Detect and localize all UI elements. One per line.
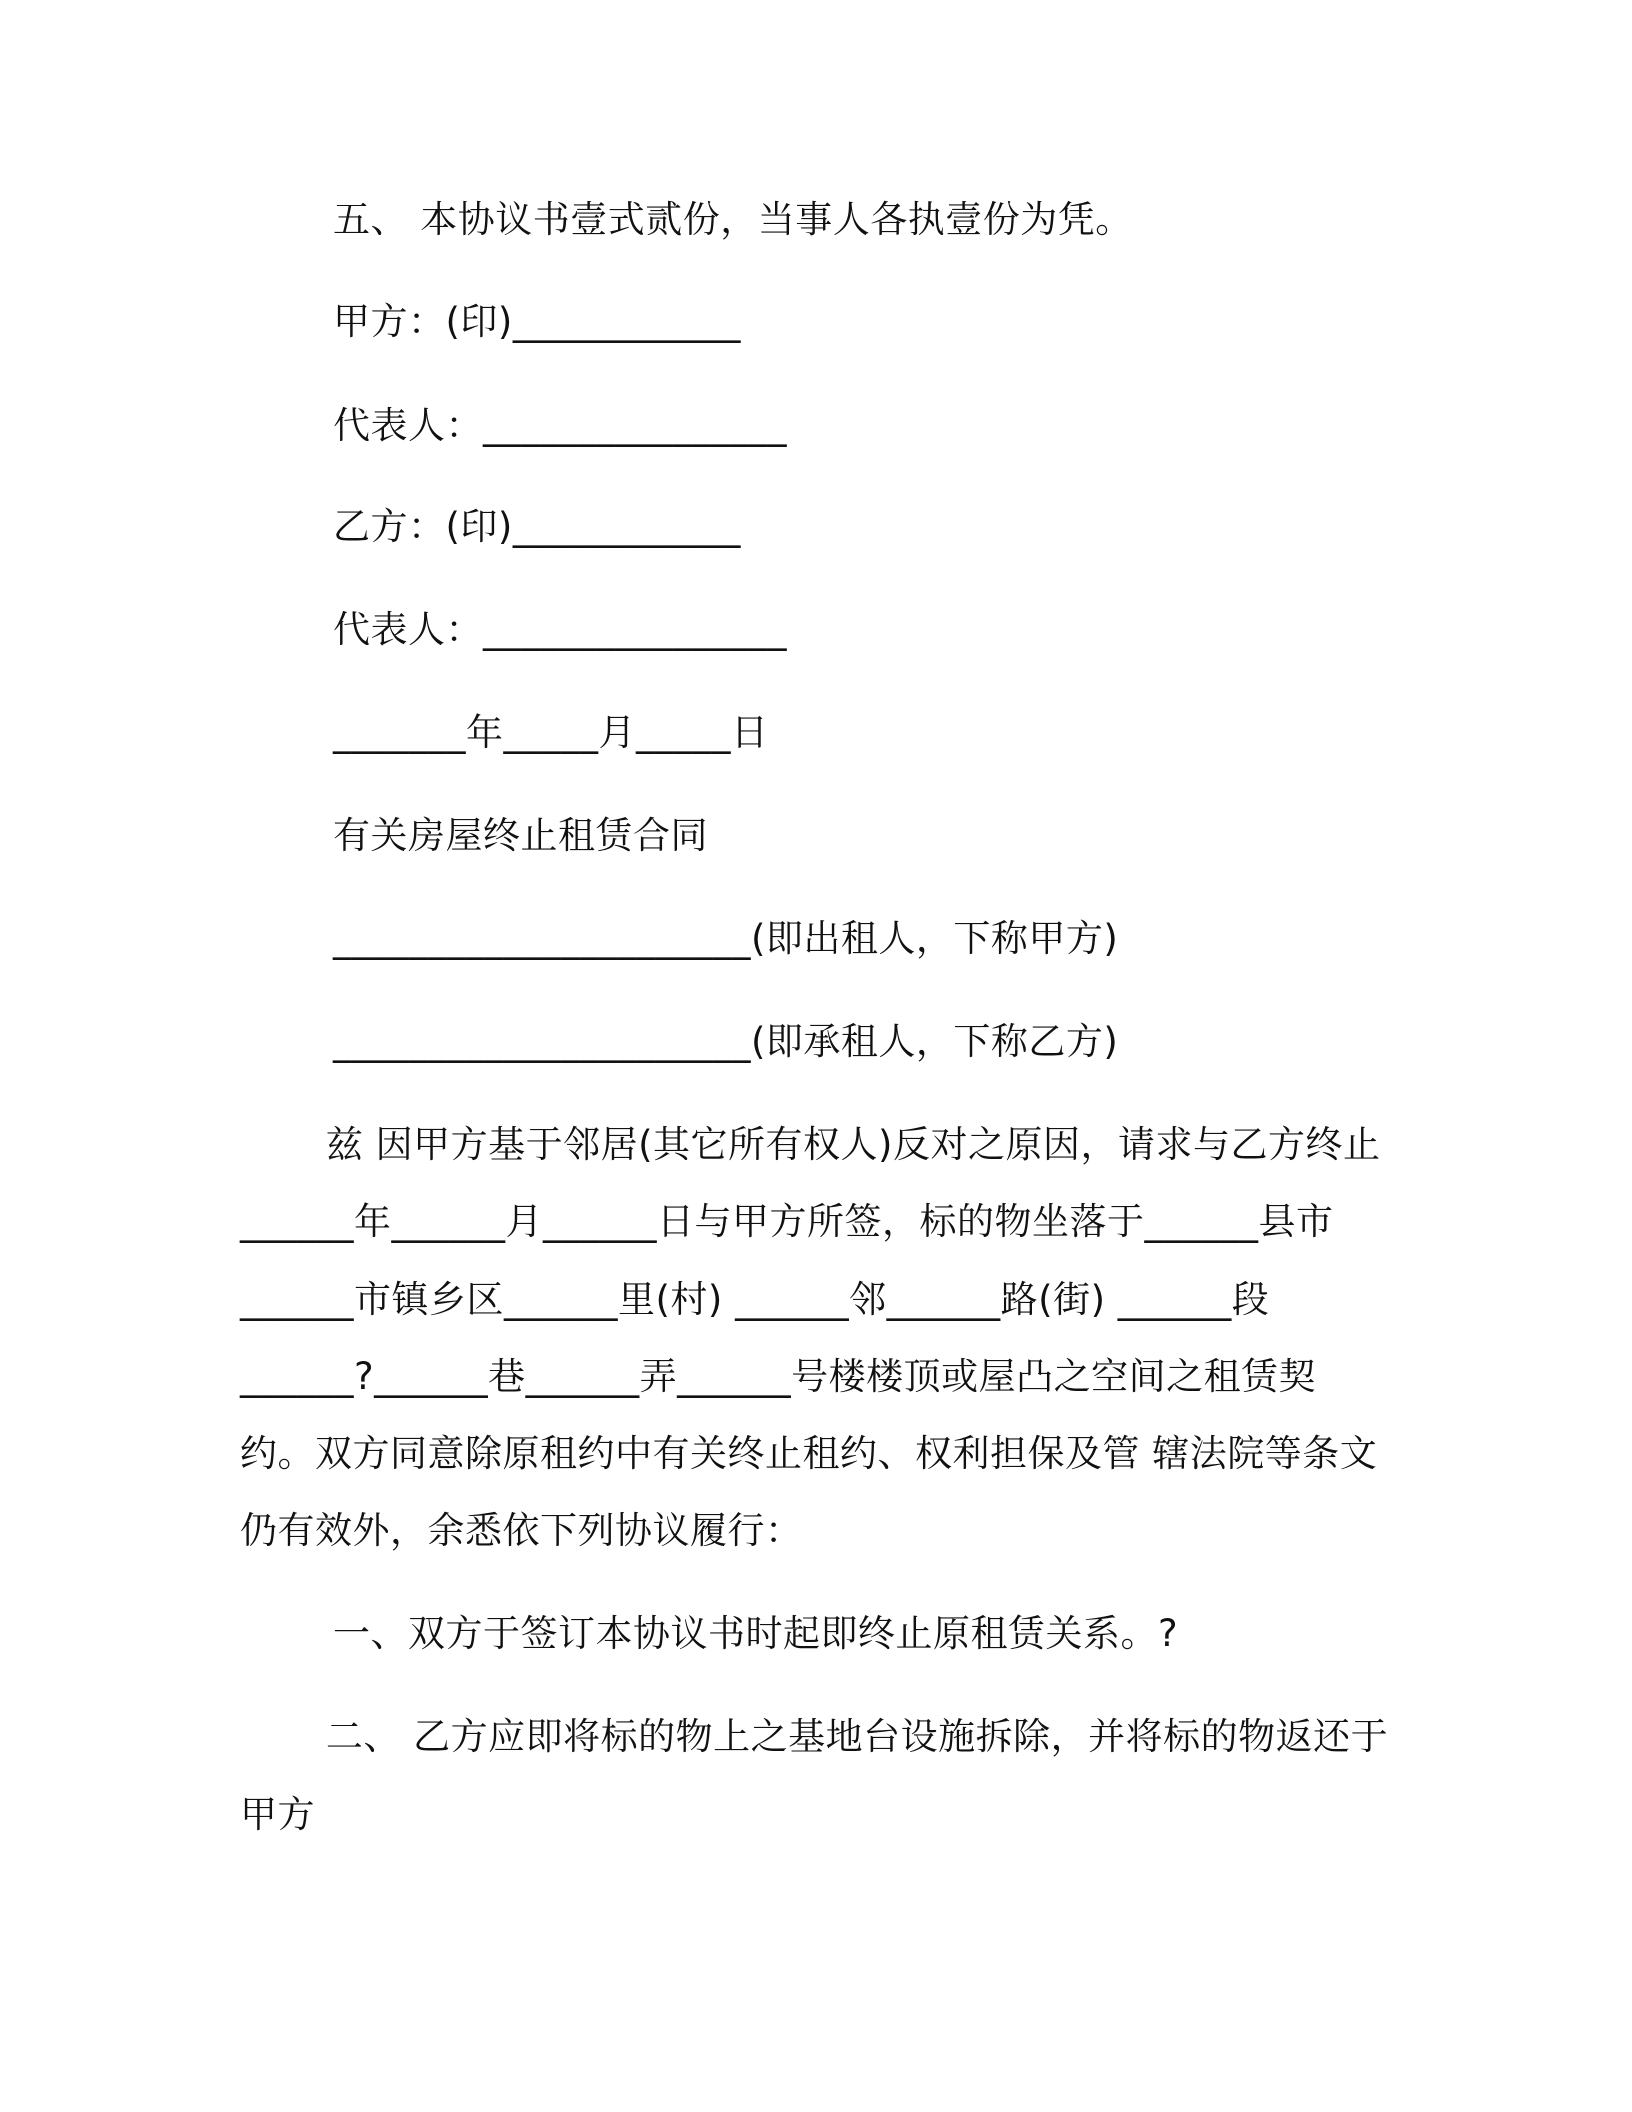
preamble-line-4: ______?______巷______弄______号楼楼顶或屋凸之空间之租赁契	[240, 1355, 1317, 1398]
party-b-representative-line: 代表人：________________	[333, 608, 787, 651]
clause-two-line-2: 甲方	[240, 1793, 315, 1836]
contract-title: 有关房屋终止租赁合同	[333, 814, 708, 857]
party-a-seal-line: 甲方：(印)____________	[333, 300, 741, 343]
date-line: _______年_____月_____日	[333, 711, 769, 754]
party-b-seal-line: 乙方：(印)____________	[333, 505, 741, 548]
lessor-line: ______________________(即出租人，下称甲方)	[333, 917, 1119, 960]
preamble-line-2: ______年______月______日与甲方所签，标的物坐落于______县市	[240, 1200, 1334, 1243]
clause-two-line-1: 二、 乙方应即将标的物上之基地台设施拆除，并将标的物返还于	[240, 1715, 1389, 1758]
preamble-line-5: 约。双方同意除原租约中有关终止租约、权利担保及管 辖法院等条文	[240, 1432, 1378, 1475]
clause-one: 一、双方于签订本协议书时起即终止原租赁关系。?	[333, 1612, 1179, 1655]
party-a-representative-line: 代表人：________________	[333, 404, 787, 447]
preamble-line-1: 兹 因甲方基于邻居(其它所有权人)反对之原因，请求与乙方终止	[240, 1123, 1381, 1166]
copies-clause: 五、 本协议书壹式贰份，当事人各执壹份为凭。	[333, 198, 1133, 241]
preamble-line-6: 仍有效外，余悉依下列协议履行：	[240, 1509, 803, 1552]
lessee-line: ______________________(即承租人，下称乙方)	[333, 1020, 1119, 1063]
preamble-line-3: ______市镇乡区______里(村) ______邻______路(街) ______段	[240, 1278, 1270, 1321]
